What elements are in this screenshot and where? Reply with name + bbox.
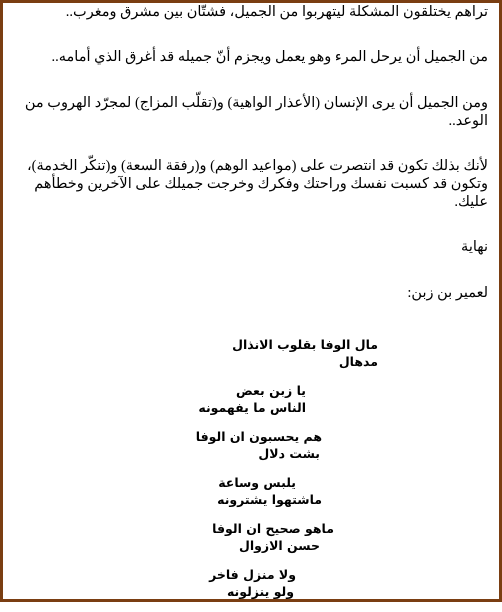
poem-line: يا زبن بعض [235,383,306,398]
poem-line: بشت دلال [258,446,320,461]
poem-line: يلبس وساعة [218,475,296,490]
poem-verse [158,428,378,462]
poem-line: مدهال [338,354,378,369]
paragraph-2: من الجميل أن يرحل المرء وهو يعمل ويجزم أنّ جميله قد أغرق الذي أمامه.. [51,49,488,65]
poem-line: هم يحسبون ان الوفا [195,429,322,444]
poem-line: ماشتهوا يشترونه [217,492,322,507]
poem [158,336,378,612]
poem-line: ولا منزل فاخر [209,567,296,582]
poet-attribution: لعمير بن زبن: [407,285,488,301]
poem-verse [158,336,378,370]
paragraph-4: لأنك بذلك تكون قد انتصرت على (مواعيد الوهم) و(رفقة السعة) و(تنكّر الخدمة)، وتكون قد كسبت نفسك وراحتك وفكرك وخرجت جميلك على الآخرين وخطأهم عليك. [27,158,488,210]
paragraph-3: ومن الجميل أن يرى الإنسان (الأعذار الواهية) و(تقلّب المزاج) لمجرّد الهروب من الوعد.. [24,95,488,129]
paragraph-1: تراهم يختلقون المشكلة ليتهربوا من الجميل، فشتّان بين مشرق ومغرب.. [65,4,488,20]
poem-line: مال الوفا بقلوب الانذال [232,337,378,352]
poem-line: حسن الازوال [238,538,320,553]
ending-word: نهاية [461,239,488,255]
poem-verse [158,520,378,554]
poem-verse [158,474,378,508]
poem-verse [158,566,378,600]
poem-line: ولو ينزلونه [226,584,294,599]
poem-line: الناس ما يفهمونه [198,400,306,415]
poem-line: ماهو صحيح ان الوفا [212,521,334,536]
poem-verse [158,382,378,416]
